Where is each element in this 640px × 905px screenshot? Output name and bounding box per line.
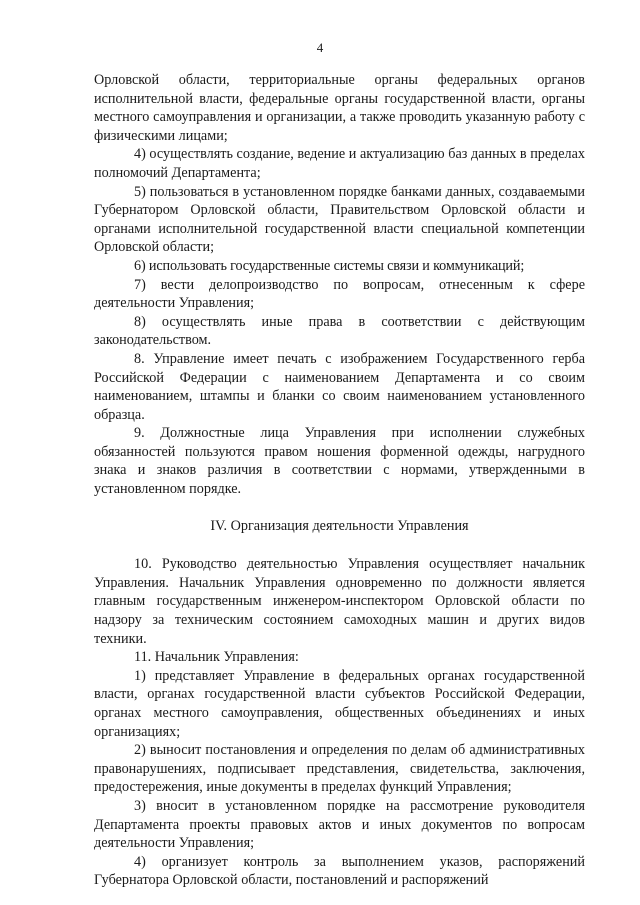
clause-11-item-1: 1) представляет Управление в федеральных органах государственной власти, органах государственной власти субъектов Российской Федерации, органах местного самоуправления, общественных объединениях и иных организациях; bbox=[94, 667, 585, 740]
list-item-7: 7) вести делопроизводство по вопросам, отнесенным к сфере деятельности Управления; bbox=[94, 276, 585, 312]
document-body bbox=[94, 71, 585, 890]
clause-11-item-3: 3) вносит в установленном порядке на рассмотрение руководителя Департамента проекты правовых актов и иных документов по вопросам деятельности Управления; bbox=[94, 797, 585, 852]
clause-8: 8. Управление имеет печать с изображением Государственного герба Российской Федерации с наименованием Департамента и со своим наименованием, штампы и бланки со своим наименованием установленного образца. bbox=[94, 350, 585, 423]
list-item-8: 8) осуществлять иные права в соответствии с действующим законодательством. bbox=[94, 313, 585, 349]
clause-11-item-2: 2) выносит постановления и определения по делам об административных правонарушениях, подписывает представления, свидетельства, заключения, предостережения, иные документы в пределах функций Управления; bbox=[94, 742, 585, 796]
clause-9: 9. Должностные лица Управления при исполнении служебных обязанностей пользуются правом ношения форменной одежды, нагрудного знака и знаков различия в соответствии с нормами, утвержденными в установленном порядке. bbox=[94, 425, 585, 498]
clause-10: 10. Руководство деятельностью Управления осуществляет начальник Управления. Начальник Управления одновременно по должности является главным государственным инженером-инспектором Орловской области по надзору за техническим состоянием самоходных машин и других видов техники. bbox=[94, 556, 585, 647]
clause-11: 11. Начальник Управления: bbox=[134, 649, 299, 666]
section-title: IV. Организация деятельности Управления bbox=[210, 517, 469, 534]
list-item-6: 6) использовать государственные системы связи и коммуникаций; bbox=[134, 257, 525, 274]
page-number: 4 bbox=[316, 40, 324, 55]
clause-11-item-4: 4) организует контроль за выполнением указов, распоряжений Губернатора Орловской области, постановлений и распоряжений bbox=[94, 853, 585, 889]
paragraph-continuation: Орловской области, территориальные органы федеральных органов исполнительной власти, федеральные органы государственной власти, органы местного самоуправления и организации, а также проводить указанную работу с физическими лицами; bbox=[94, 72, 585, 144]
list-item-5: 5) пользоваться в установленном порядке банками данных, создаваемыми Губернатором Орловской области, Правительством Орловской области и органами исполнительной государственной власти специальной компетенции Орловской области; bbox=[94, 183, 585, 256]
list-item-4: 4) осуществлять создание, ведение и актуализацию баз данных в пределах полномочий Департамента; bbox=[94, 146, 585, 181]
